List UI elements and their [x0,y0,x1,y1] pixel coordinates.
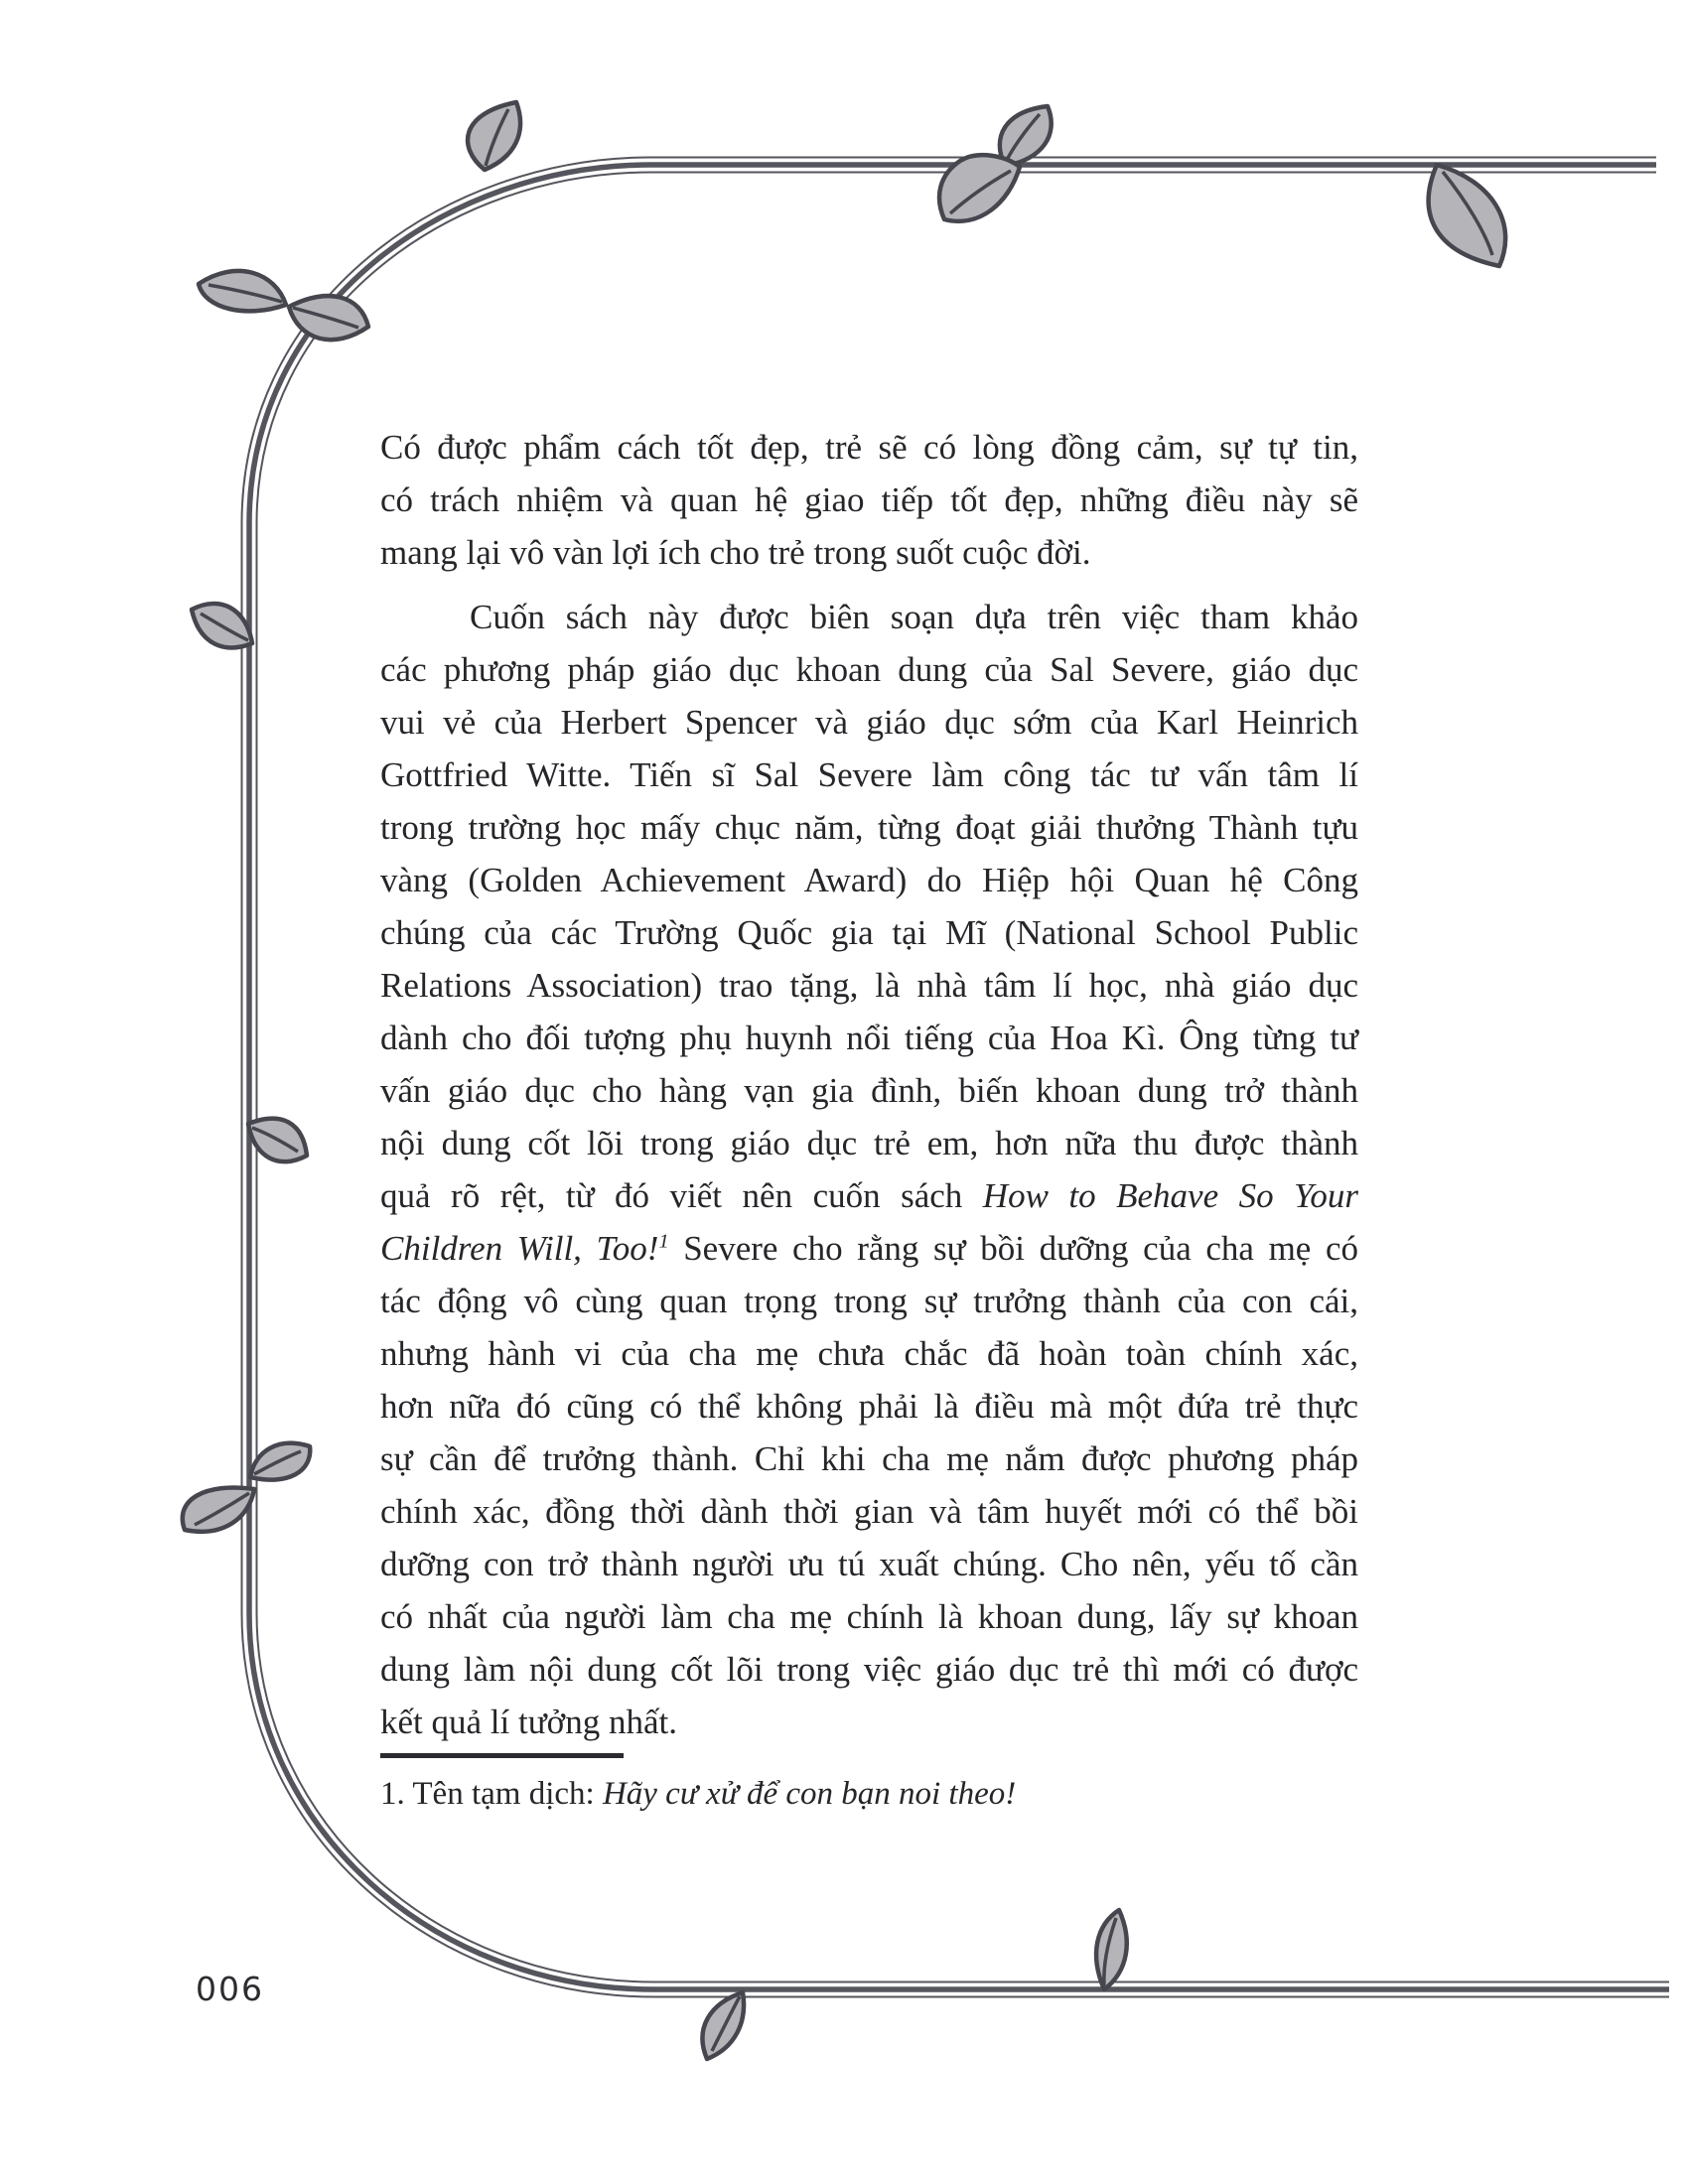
text-line [380,643,1358,696]
page-number: 006 [196,1970,264,2008]
text-segment: nội dung cốt lõi trong giáo dục trẻ em, hơn nữa thu được thành [380,1124,1358,1162]
text-segment: nhưng hành vi của cha mẹ chưa chắc đã hoàn toàn chính xác, [380,1334,1358,1373]
leaf-top-right-hanging-icon [1429,165,1505,266]
text-line [380,696,1358,749]
text-segment: Relations Association) trao tặng, là nhà tâm lí học, nhà giáo dục [380,966,1358,1005]
footnote [380,1753,1358,1816]
leaf-left-pair-large-icon [183,1487,254,1531]
italic-text: How to Behave So Your [982,1176,1358,1215]
text-segment: có trách nhiệm và quan hệ giao tiếp tốt đẹp, những điều này sẽ [380,480,1358,519]
text-segment: 1. Tên tạm dịch: [380,1776,603,1812]
text-line [380,959,1358,1012]
text-segment: Gottfried Witte. Tiến sĩ Sal Severe làm công tác tư vấn tâm lí [380,755,1358,794]
leaf-corner-right-icon [289,296,368,340]
text-line [380,1064,1358,1117]
paragraph [380,421,1358,579]
text-line [380,591,1358,643]
text-line [380,854,1358,906]
text-segment: trong trường học mấy chục năm, từng đoạt giải thưởng Thành tựu [380,808,1358,847]
text-line [380,1538,1358,1590]
text-segment: sự cần để trưởng thành. Chỉ khi cha mẹ nắm được phương pháp [380,1439,1358,1478]
text-segment: dành cho đối tượng phụ huynh nổi tiếng của Hoa Kì. Ông từng tư [380,1019,1358,1057]
text-segment: 1 [658,1230,669,1253]
text-line [380,1485,1358,1538]
text-line [380,1643,1358,1696]
text-line [380,1169,1358,1222]
footnote-text [380,1772,1358,1816]
text-segment: các phương pháp giáo dục khoan dung của Sal Severe, giáo dục [380,650,1358,689]
leaf-left-vine-left-icon [192,604,252,647]
text-segment: chúng của các Trường Quốc gia tại Mĩ (National School Public [380,913,1358,952]
text-segment: tác động vô cùng quan trọng trong sự trưởng thành của con cái, [380,1282,1358,1320]
italic-text: Hãy cư xử để con bạn noi theo! [602,1776,1017,1812]
text-segment: vấn giáo dục cho hàng vạn gia đình, biến khoan dung trở thành [380,1071,1358,1110]
text-line [380,474,1358,526]
text-line [380,421,1358,474]
body-text [380,421,1358,1748]
text-line [380,1012,1358,1064]
text-line [380,1117,1358,1169]
paragraph [380,591,1358,1748]
text-line [380,1327,1358,1380]
italic-text: Children Will, Too! [380,1229,659,1268]
text-line [380,906,1358,959]
text-segment: mang lại vô vàn lợi ích cho trẻ trong suốt cuộc đời. [380,533,1091,572]
leaf-corner-left-icon [199,271,286,311]
text-segment: quả rõ rệt, từ đó viết nên cuốn sách [380,1176,983,1215]
text-line [380,1590,1358,1643]
leaf-left-pair-small-icon [250,1443,310,1480]
text-line [380,1275,1358,1327]
text-line [380,1696,1358,1748]
leaf-top-pair-large-icon [939,155,1020,221]
text-line [380,1380,1358,1433]
text-segment: vàng (Golden Achievement Award) do Hiệp hội Quan hệ Công [380,861,1358,899]
leaf-bottom-standing-icon [1096,1910,1127,1989]
text-line [380,801,1358,854]
text-segment: dung làm nội dung cốt lõi trong việc giáo dục trẻ thì mới có được [380,1650,1358,1689]
leaf-top-standing-icon [468,102,520,170]
footnote-rule [380,1753,624,1758]
text-line [380,526,1358,579]
leaf-bottom-hanging-icon [702,1992,744,2059]
text-segment: dưỡng con trở thành người ưu tú xuất chúng. Cho nên, yếu tố cần [380,1545,1358,1583]
text-segment: kết quả lí tưởng nhất. [380,1703,677,1741]
text-line [380,1222,1358,1275]
text-segment: Severe cho rằng sự bồi dưỡng của cha mẹ có [668,1229,1358,1268]
text-segment: có nhất của người làm cha mẹ chính là khoan dung, lấy sự khoan [380,1597,1358,1636]
text-segment: chính xác, đồng thời dành thời gian và tâm huyết mới có thể bồi [380,1492,1358,1531]
text-segment: hơn nữa đó cũng có thể không phải là điều mà một đứa trẻ thực [380,1387,1358,1426]
text-line [380,1433,1358,1485]
text-line [380,749,1358,801]
text-segment: Có được phẩm cách tốt đẹp, trẻ sẽ có lòng đồng cảm, sự tự tin, [380,428,1358,467]
text-segment: Cuốn sách này được biên soạn dựa trên việc tham khảo [470,598,1358,636]
text-segment: vui vẻ của Herbert Spencer và giáo dục sớm của Karl Heinrich [380,703,1358,742]
